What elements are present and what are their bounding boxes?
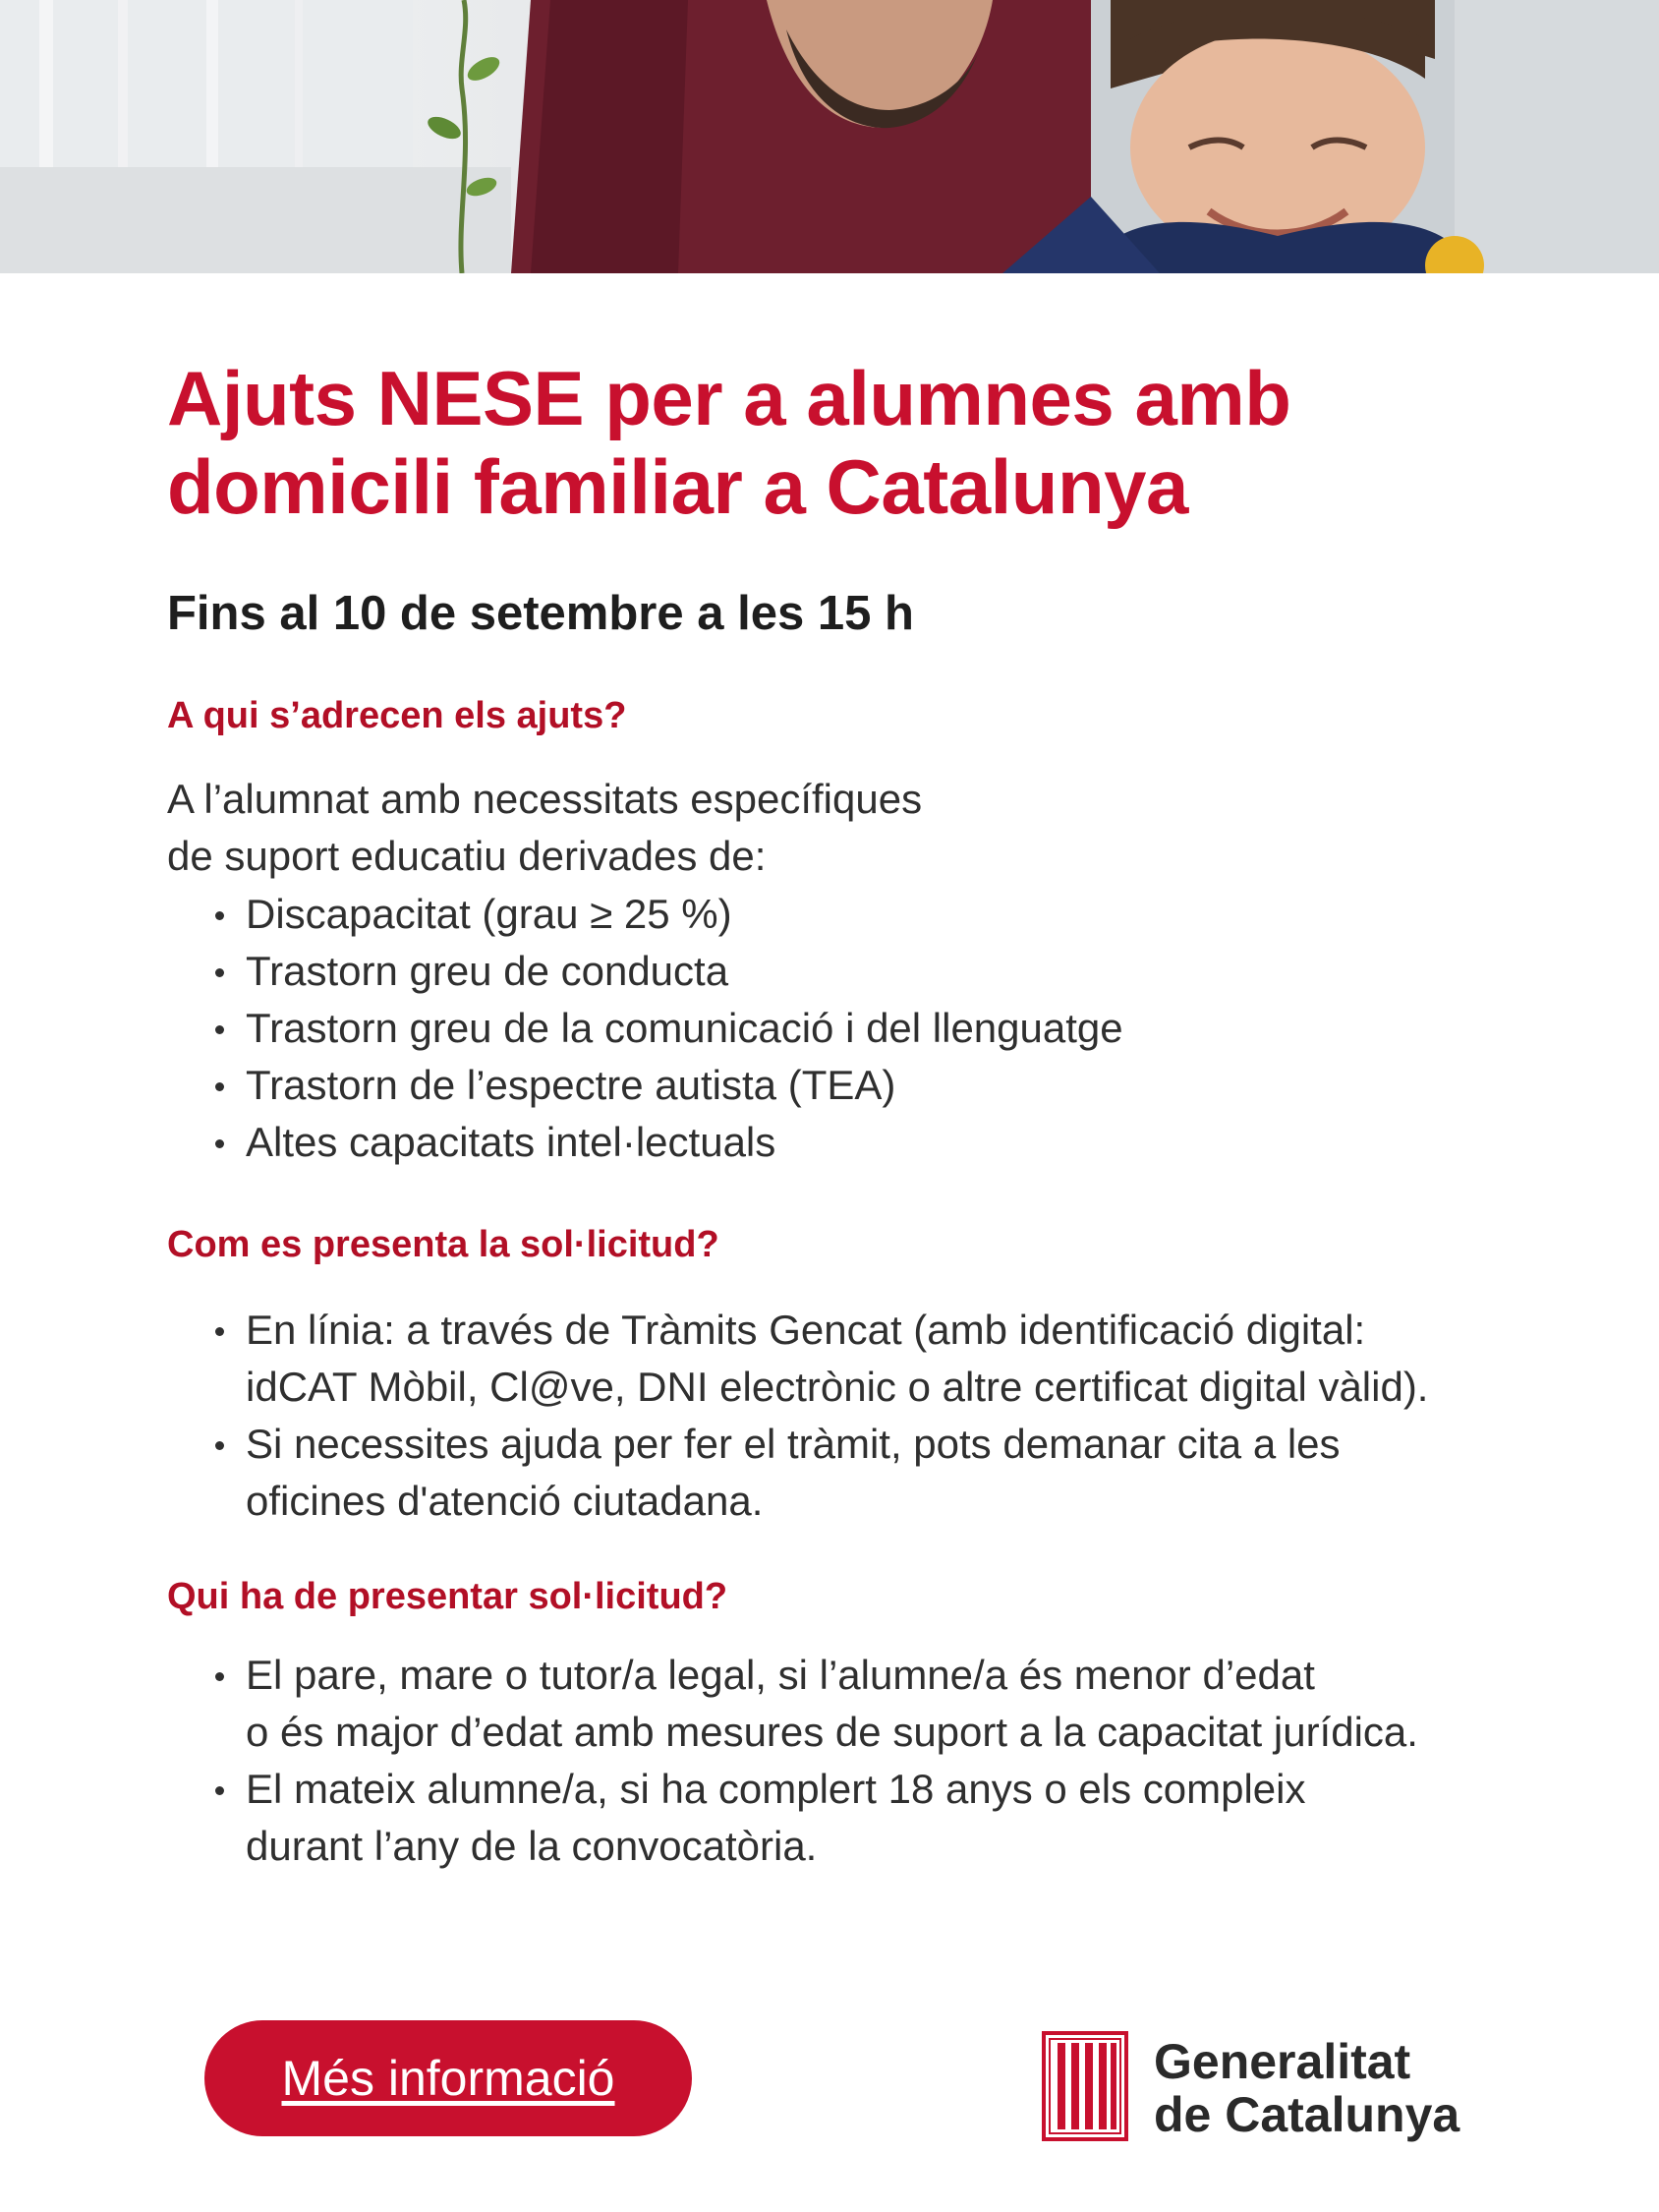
bullet-icon <box>215 968 224 977</box>
intro-line: de suport educatiu derivades de: <box>167 833 767 879</box>
logo-line-2: de Catalunya <box>1154 2087 1460 2142</box>
list-item-text: Altes capacitats intel·lectuals <box>246 1119 776 1165</box>
list-item-line: oficines d'atenció ciutadana. <box>246 1478 764 1524</box>
list-item-line: El mateix alumne/a, si ha complert 18 anys o els compleix <box>246 1766 1306 1812</box>
list-item-line: En línia: a través de Tràmits Gencat (amb identificació digital: <box>246 1307 1366 1353</box>
section-heading-who-applies: Qui ha de presentar sol·licitud? <box>167 1576 728 1617</box>
list-item-line: o és major d’edat amb mesures de suport a la capacitat jurídica. <box>246 1709 1418 1755</box>
deadline-text: Fins al 10 de setembre a les 15 h <box>167 587 914 640</box>
list-item-line: durant l’any de la convocatòria. <box>246 1823 818 1869</box>
bullet-icon <box>215 1786 224 1795</box>
bullet-icon <box>215 1327 224 1336</box>
applicants-list <box>167 1647 1418 1875</box>
section-heading-who: A qui s’adrecen els ajuts? <box>167 695 627 736</box>
list-item-line: Si necessites ajuda per fer el tràmit, pots demanar cita a les <box>246 1421 1341 1467</box>
more-info-button[interactable]: Més informació <box>204 2020 692 2136</box>
bullet-icon <box>215 911 224 920</box>
list-item-text: Discapacitat (grau ≥ 25 %) <box>246 891 732 937</box>
senyera-shield-icon <box>1042 2031 1128 2141</box>
list-item <box>167 1647 1418 1761</box>
how-list <box>167 1302 1428 1530</box>
list-item <box>167 1057 1123 1114</box>
hero-photo <box>0 0 1659 273</box>
generalitat-logo <box>1042 2031 1494 2141</box>
page-title <box>167 354 1563 531</box>
section-heading-how: Com es presenta la sol·licitud? <box>167 1224 719 1265</box>
list-item-text: Trastorn de l’espectre autista (TEA) <box>246 1062 896 1108</box>
logo-wordmark <box>1154 2035 1459 2141</box>
bullet-icon <box>215 1672 224 1681</box>
list-item-line: El pare, mare o tutor/a legal, si l’alumne/a és menor d’edat <box>246 1652 1315 1698</box>
list-item <box>167 1302 1428 1416</box>
bullet-icon <box>215 1025 224 1034</box>
list-item-text: Trastorn greu de la comunicació i del llenguatge <box>246 1005 1123 1051</box>
needs-list <box>167 886 1123 1171</box>
bullet-icon <box>215 1139 224 1148</box>
list-item <box>167 1416 1428 1530</box>
bullet-icon <box>215 1082 224 1091</box>
hero-illustration <box>0 0 1659 273</box>
list-item-line: idCAT Mòbil, Cl@ve, DNI electrònic o altre certificat digital vàlid). <box>246 1364 1429 1410</box>
list-item-text: Trastorn greu de conducta <box>246 948 729 994</box>
bullet-icon <box>215 1441 224 1450</box>
title-line: Ajuts NESE per a alumnes amb <box>167 355 1291 441</box>
list-item <box>167 1000 1123 1057</box>
list-item <box>167 943 1123 1000</box>
section-intro <box>167 771 922 885</box>
list-item <box>167 886 1123 943</box>
title-line: domicili familiar a Catalunya <box>167 443 1188 530</box>
list-item <box>167 1761 1418 1875</box>
logo-line-1: Generalitat <box>1154 2034 1411 2089</box>
list-item <box>167 1114 1123 1171</box>
intro-line: A l’alumnat amb necessitats específiques <box>167 776 923 822</box>
